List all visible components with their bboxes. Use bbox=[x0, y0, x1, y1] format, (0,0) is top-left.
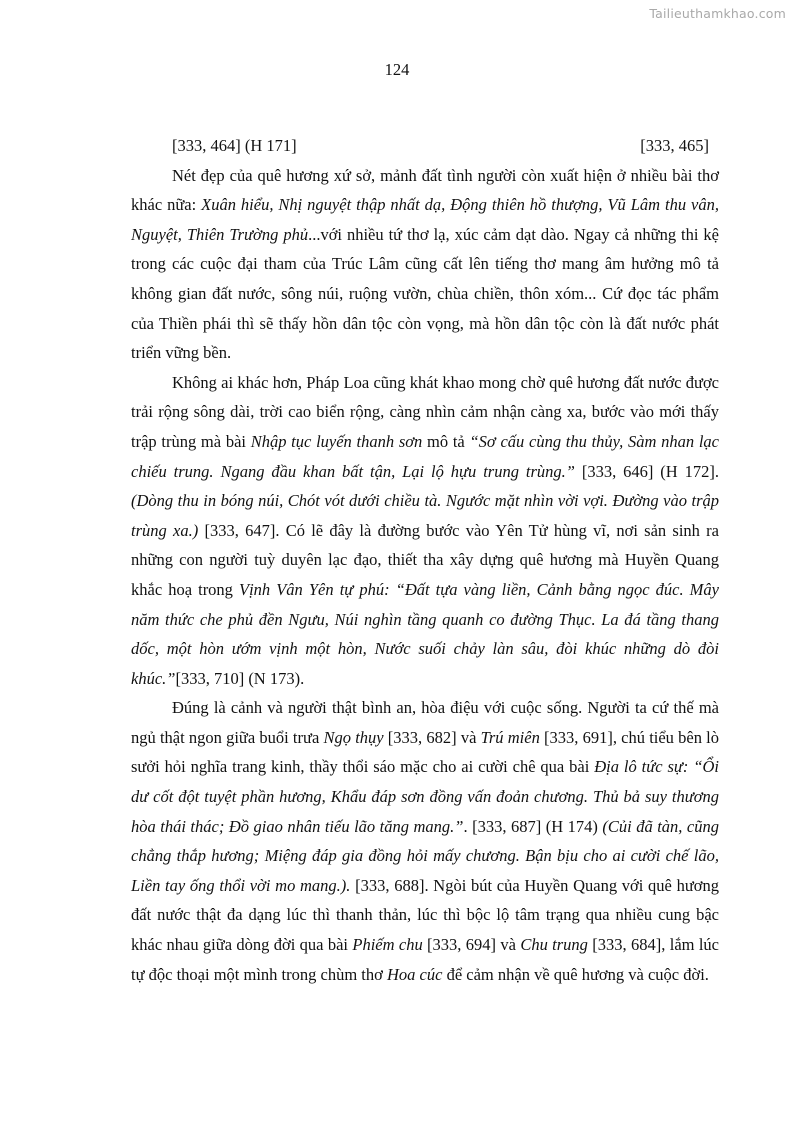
italic-run: Hoa cúc bbox=[386, 964, 443, 984]
paragraph-1 bbox=[131, 161, 719, 368]
text-run: . [333, 687] (H 174) bbox=[463, 816, 603, 836]
italic-run: Chu trung bbox=[520, 935, 588, 955]
paragraph-2 bbox=[131, 368, 719, 694]
text-run: để cảm nhận về quê hương và cuộc đời. bbox=[442, 964, 709, 984]
watermark: Tailieuthamkhao.com bbox=[649, 6, 786, 21]
italic-run: Xuân hiểu, Nhị nguyệt thập nhất dạ, Động thiên hồ thượng, Vũ Lâm thu vân, Nguyệt, Thiên Trường phủ bbox=[131, 195, 719, 244]
italic-run: Ngọ thụy bbox=[323, 727, 384, 747]
text-run: [333, 688]. Ngòi bút của Huyền Quang với quê hương đất nước thật đa dạng lúc thì thanh thản, lúc thì bộc lộ tâm trạng qua nhiều cung bậc khác nhau giữa dòng đời qua bài bbox=[131, 875, 719, 955]
text-run: [333, 682] và bbox=[383, 727, 481, 747]
page-number: 124 bbox=[384, 60, 410, 79]
reference-line bbox=[131, 131, 719, 161]
page-body bbox=[131, 131, 719, 989]
text-run: [333, 647]. Có lẽ đây là đường bước vào Yên Tử hùng vĩ, nơi sản sinh ra những con người tuỳ duyên lạc đạo, thiết tha xây dựng quê hương mà Huyền Quang khắc hoạ trong bbox=[131, 520, 719, 599]
italic-run: “Sơ cấu cùng thu thủy, Sàm nhan lạc chiếu trung. Ngang đầu khan bất tận, Lại lộ hựu trung trùng.” bbox=[131, 431, 719, 481]
italic-run: Vịnh Vân Yên tự phú: “Đất tựa vàng liền, Cảnh bằng ngọc đúc. Mây năm thức che phủ đền Ngưu, Núi nghìn tầng quanh co đường Thục. La đá tầng thang dốc, một hòn ướm vịnh một hòn, Nước suối chảy làn sâu, đòi khúc những dò đòi khúc.” bbox=[131, 579, 719, 688]
text-run: mô tả bbox=[422, 431, 470, 451]
italic-run: (Dòng thu in bóng núi, Chót vót dưới chiều tà. Ngước mặt nhìn vời vợi. Đường vào trập trùng xa.) bbox=[131, 491, 719, 540]
text-run: [333, 694] và bbox=[422, 935, 521, 955]
text-run: [333, 684], lắm lúc tự độc thoại một mình trong chùm thơ bbox=[131, 935, 719, 984]
text-run: [333, 710] (N 173). bbox=[175, 668, 305, 688]
text-run: [333, 646] (H 172]. bbox=[574, 461, 720, 481]
text-run: Không ai khác hơn, Pháp Loa cũng khát khao mong chờ quê hương đất nước được trải rộng sông dài, trời cao biển rộng, càng nhìn cảm nhận càng xa, bước vào mới thấy trập trùng mà bài bbox=[131, 372, 719, 451]
text-run: ...với nhiều tứ thơ lạ, xúc cảm dạt dào. Ngay cả những thi kệ trong các cuộc đại tham của Trúc Lâm cũng cất lên tiếng thơ mang âm hưởng mô tả không gian đất nước, sông núi, ruộng vườn, chùa chiền, thôn xóm... Cứ đọc tác phẩm của Thiền phái thì sẽ thấy hồn dân tộc còn vọng, mà hồn dân tộc còn là đất nước phát triển vững bền. bbox=[131, 224, 719, 363]
italic-run: Trú miên bbox=[480, 727, 540, 747]
text-run: Đúng là cảnh và người thật bình an, hòa điệu với cuộc sống. Người ta cứ thế mà ngủ thật ngon giữa buổi trưa bbox=[131, 698, 719, 747]
italic-run: Phiếm chu bbox=[352, 935, 423, 955]
italic-run: (Củi đã tàn, cũng chẳng thắp hương; Miệng đáp gia đồng hỏi mấy chương. Bận bịu cho ai cười chế lão, Liền tay ống thổi vời mo mang.). bbox=[131, 816, 719, 895]
italic-run: Nhập tục luyến thanh sơn bbox=[250, 431, 423, 451]
reference-left: [333, 464] (H 171] bbox=[172, 136, 297, 155]
reference-right: [333, 465] bbox=[640, 136, 709, 155]
italic-run: Địa lô tức sự: “Ổi dư cốt đột tuyệt phần hương, Khẩu đáp sơn đồng vấn đoản chương. Thủ bả suy thương hòa thái thác; Đồ giao nhân tiếu lão tăng mang.” bbox=[131, 757, 719, 836]
text-run: [333, 691], chú tiểu bên lò sưởi hỏi nghĩa trang kinh, thầy thổi sáo mặc cho ai cười chê qua bài bbox=[131, 727, 719, 777]
paragraph-3 bbox=[131, 693, 719, 989]
text-run: Nét đẹp của quê hương xứ sở, mảnh đất tình người còn xuất hiện ở nhiều bài thơ khác nữa: bbox=[131, 165, 719, 215]
